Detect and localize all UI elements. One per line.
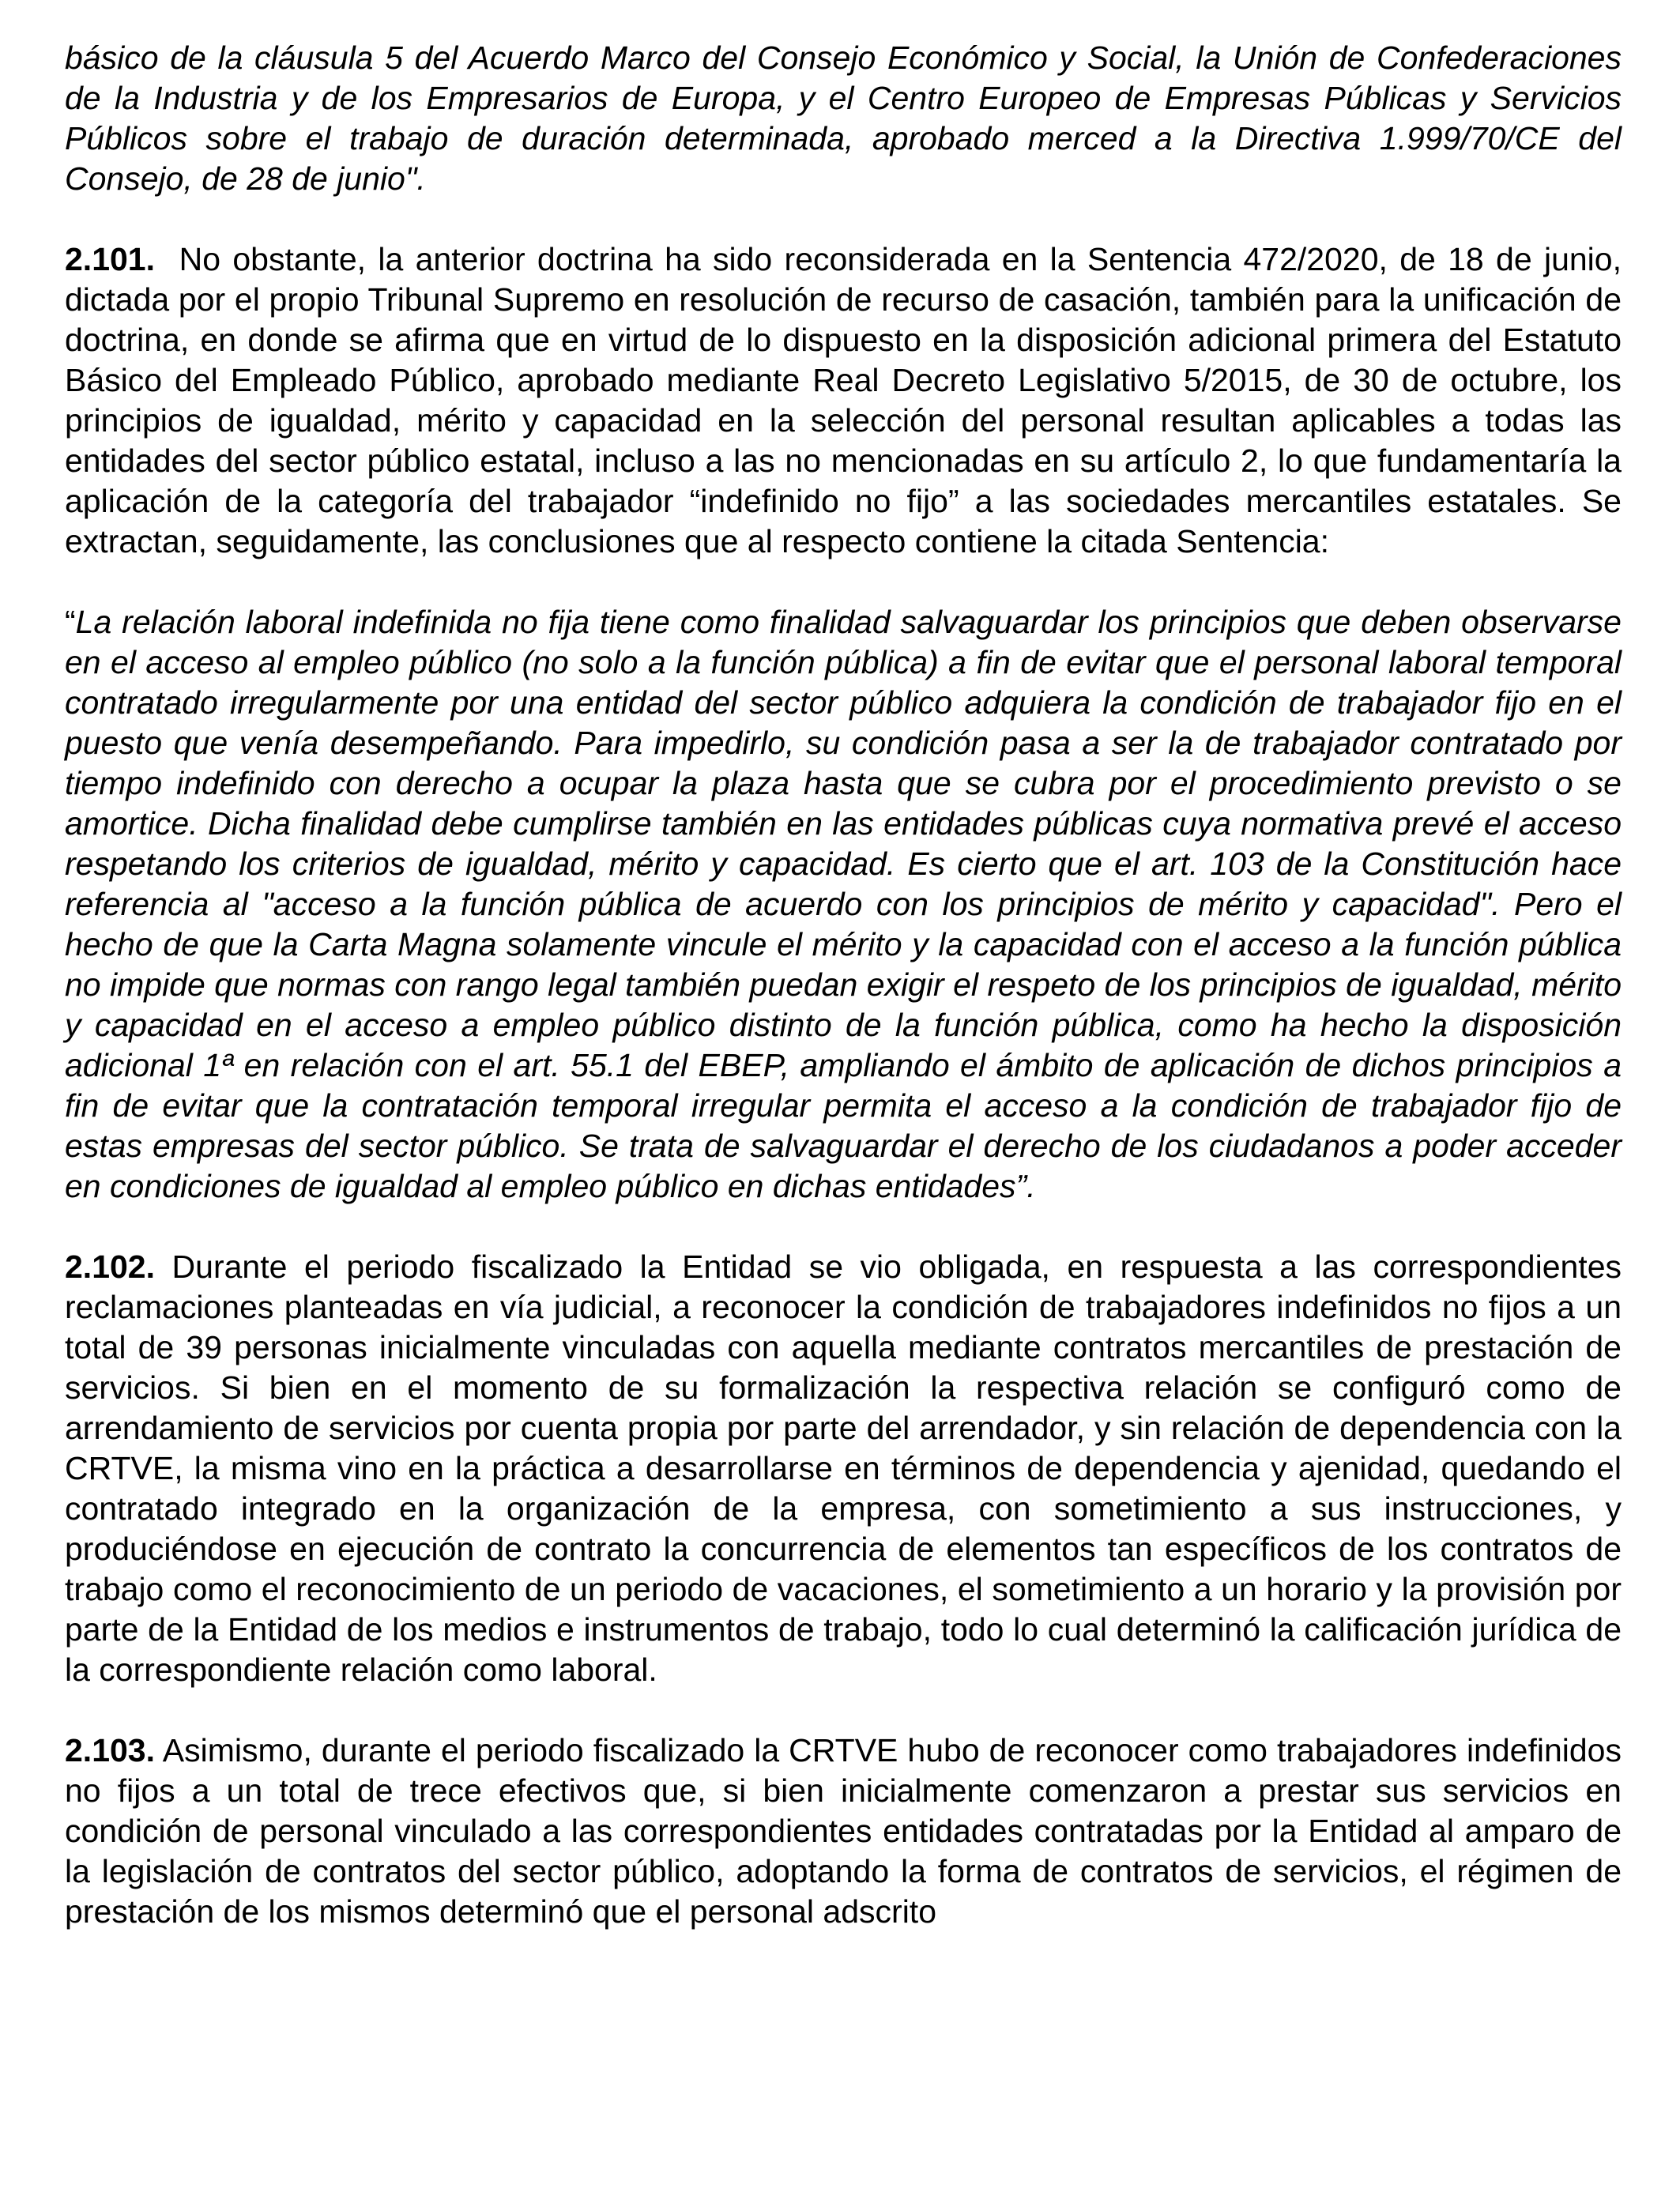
paragraph-2-101: [65, 239, 1622, 562]
paragraph-text: Durante el periodo fiscalizado la Entidad se vio obligada, en respuesta a las correspondientes reclamaciones planteadas en vía judicial, a reconocer la condición de trabajadores indefinidos no fijos a un total de 39 personas inicialmente vinculadas con aquella mediante contratos mercantiles de prestación de servicios. Si bien en el momento de su formalización la respectiva relación se configuró como de arrendamiento de servicios por cuenta propia por parte del arrendador, y sin relación de dependencia con la CRTVE, la misma vino en la práctica a desarrollarse en términos de dependencia y ajenidad, quedando el contratado integrado en la organización de la empresa, con sometimiento a sus instrucciones, y produciéndose en ejecución de contrato la concurrencia de elementos tan específicos de los contratos de trabajo como el reconocimiento de un periodo de vacaciones, el sometimiento a un horario y la provisión por parte de la Entidad de los medios e instrumentos de trabajo, todo lo cual determinó la calificación jurídica de la correspondiente relación como laboral.: [65, 1249, 1622, 1688]
paragraph-2-102: [65, 1247, 1622, 1690]
paragraph-continuation: [65, 38, 1622, 199]
paragraph-number: 2.102.: [65, 1249, 155, 1285]
paragraph-text: No obstante, la anterior doctrina ha sido reconsiderada en la Sentencia 472/2020, de 18 de junio, dictada por el propio Tribunal Supremo en resolución de recurso de casación, también para la unificación de doctrina, en donde se afirma que en virtud de lo dispuesto en la disposición adicional primera del Estatuto Básico del Empleado Público, aprobado mediante Real Decreto Legislativo 5/2015, de 30 de octubre, los principios de igualdad, mérito y capacidad en la selección del personal resultan aplicables a todas las entidades del sector público estatal, incluso a las no mencionadas en su artículo 2, lo que fundamentaría la aplicación de la categoría del trabajador “indefinido no fijo” a las sociedades mercantiles estatales. Se extractan, seguidamente, las conclusiones que al respecto contiene la citada Sentencia:: [65, 241, 1622, 559]
paragraph-2-103: [65, 1731, 1622, 1932]
paragraph-number: 2.101.: [65, 241, 155, 277]
paragraph-text: básico de la cláusula 5 del Acuerdo Marco del Consejo Económico y Social, la Unión de Confederaciones de la Industria y de los Empresarios de Europa, y el Centro Europeo de Empresas Públicas y Servicios Públicos sobre el trabajo de duración determinada, aprobado merced a la Directiva 1.999/70/CE del Consejo, de 28 de junio".: [65, 40, 1622, 197]
quote-text: La relación laboral indefinida no fija tiene como finalidad salvaguardar los principios que deben observarse en el acceso al empleo público (no solo a la función pública) a fin de evitar que el personal laboral temporal contratado irregularmente por una entidad del sector público adquiera la condición de trabajador fijo en el puesto que venía desempeñando. Para impedirlo, su condición pasa a ser la de trabajador contratado por tiempo indefinido con derecho a ocupar la plaza hasta que se cubra por el procedimiento previsto o se amortice. Dicha finalidad debe cumplirse también en las entidades públicas cuya normativa prevé el acceso respetando los criterios de igualdad, mérito y capacidad. Es cierto que el art. 103 de la Constitución hace referencia al "acceso a la función pública de acuerdo con los principios de mérito y capacidad". Pero el hecho de que la Carta Magna solamente vincule el mérito y la capacidad con el acceso a la función pública no impide que normas con rango legal también puedan exigir el respeto de los principios de igualdad, mérito y capacidad en el acceso a empleo público distinto de la función pública, como ha hecho la disposición adicional 1ª en relación con el art. 55.1 del EBEP, ampliando el ámbito de aplicación de dichos principios a fin de evitar que la contratación temporal irregular permita el acceso a la condición de trabajador fijo de estas empresas del sector público. Se trata de salvaguardar el derecho de los ciudadanos a poder acceder en condiciones de igualdad al empleo público en dichas entidades”.: [65, 604, 1622, 1204]
quoted-judgment: [65, 602, 1622, 1207]
paragraph-text: Asimismo, durante el periodo fiscalizado la CRTVE hubo de reconocer como trabajadores indefinidos no fijos a un total de trece efectivos que, si bien inicialmente comenzaron a prestar sus servicios en condición de personal vinculado a las correspondientes entidades contratadas por la Entidad al amparo de la legislación de contratos del sector público, adoptando la forma de contratos de servicios, el régimen de prestación de los mismos determinó que el personal adscrito: [65, 1732, 1622, 1930]
document-page: [65, 38, 1622, 1932]
paragraph-number: 2.103.: [65, 1732, 155, 1768]
opening-quote: “: [65, 604, 76, 640]
